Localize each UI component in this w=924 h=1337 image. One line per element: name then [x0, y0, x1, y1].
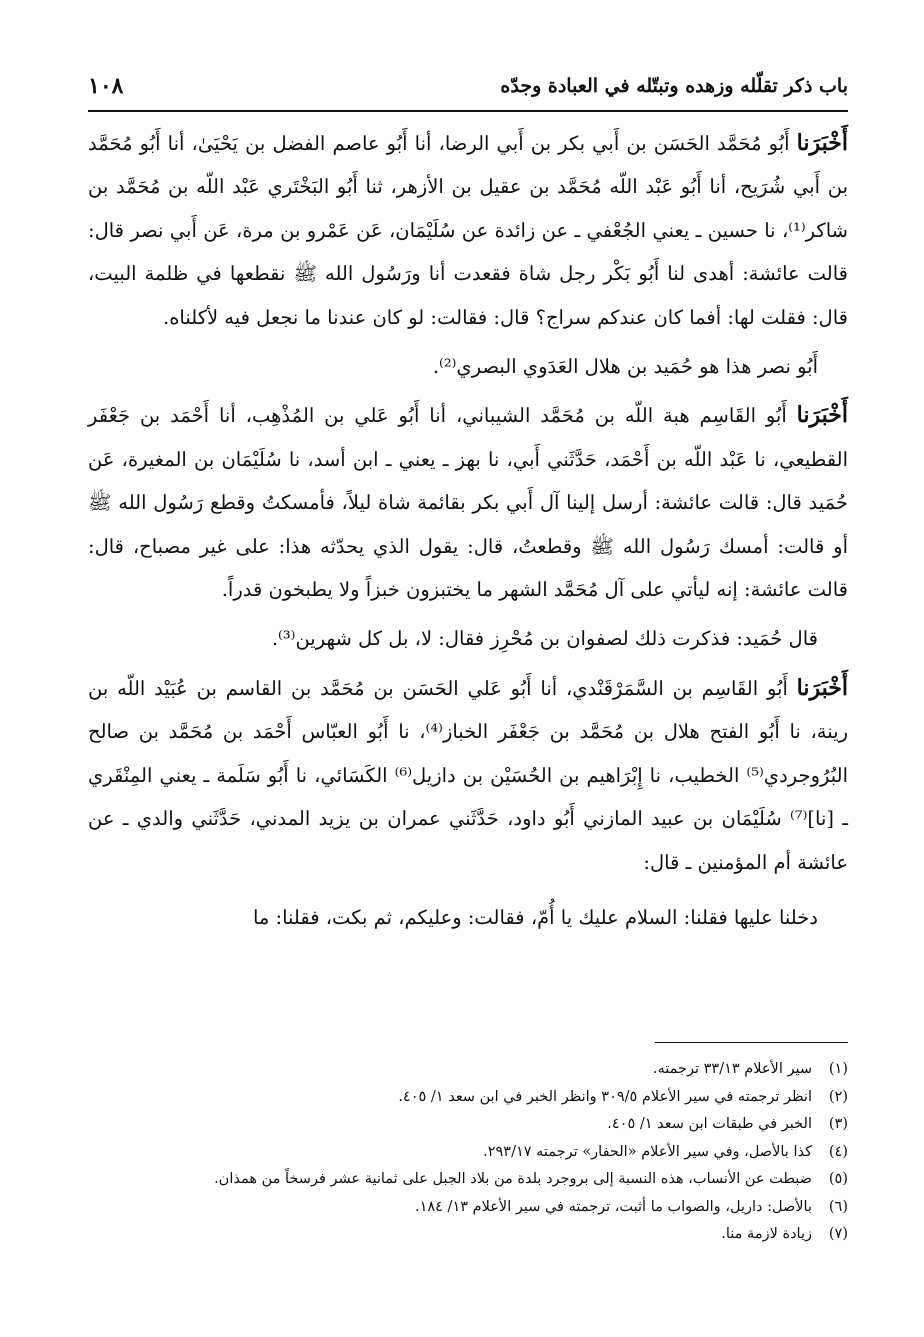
footnote-text: انظر ترجمته في سير الأعلام ٣٠٩/٥ وانظر الخبر في ابن سعد ١/ ٤٠٥. [398, 1088, 812, 1105]
narration-paragraph-2 [88, 394, 848, 611]
footnote-4 [88, 1139, 848, 1167]
narration-keyword: أَخْبَرَنا [796, 674, 848, 701]
footnote-number: (٤) [828, 1143, 848, 1160]
footnote-7 [88, 1221, 848, 1249]
footnote-number: (٦) [828, 1198, 848, 1215]
footnote-number: (٣) [828, 1116, 848, 1132]
narration-keyword: أَخْبَرَنا [796, 402, 848, 429]
footnote-text: بالأصل: داريل، والصواب ما أثبت، ترجمته في سير الأعلام ١٣/ ١٨٤. [414, 1198, 812, 1215]
footnotes [88, 1056, 848, 1249]
footnote-separator [655, 1042, 848, 1043]
footnote-3 [88, 1111, 848, 1139]
narration-continuation: دخلنا عليها فقلنا: السلام عليك يا أُمّ، فقالت: وعليكم، ثم بكت، فقلنا: ما [252, 905, 818, 929]
footnote-text: كذا بالأصل، وفي سير الأعلام «الحفار» ترجمته ٢٩٣/١٧. [483, 1143, 812, 1160]
footnote-number: (٧) [828, 1226, 848, 1242]
narration-text: أَبُو القَاسِم بن السَّمَرْقَنْدي، أنا أَبُو عَلي الحَسَن بن مُحَمَّد بن القاسم بن عُبَيْد اللّه بن رينة، نا أَبُو الفتح هلال بن مُحَمَّد بن جَعْفَر الخباز⁽⁴⁾، نا أَبُو العبّاس أَحْمَد بن مُحَمَّد بن صالح البُرُوجردي⁽⁵⁾ الخطيب، نا إِبْرَاهيم بن الحُسَيْن بن دازيل⁽⁶⁾ الكَسَائي، نا أَبُو سَلَمة ـ يعني المِنْقَري ـ [نا]⁽⁷⁾ سُلَيْمَان بن عبيد المازني أَبُو داود، حَدَّثَني عمران بن يزيد المدني، حَدَّثَني والدي ـ عن عائشة أم المؤمنين ـ قال: [88, 676, 848, 874]
footnote-number: (١) [828, 1061, 848, 1077]
chapter-title: باب ذكر تقلّله وزهده وتبتّله في العبادة وجدّه [500, 75, 848, 97]
note-paragraph-2: قال حُمَيد: فذكرت ذلك لصفوان بن مُحْرِز فقال: لا، بل كل شهرين⁽³⁾. [271, 627, 818, 651]
footnote-6 [88, 1194, 848, 1222]
footnote-number: (٢) [828, 1088, 848, 1105]
header-rule [88, 110, 848, 112]
running-header [88, 66, 848, 106]
footnote-5 [88, 1166, 848, 1194]
narration-paragraph-3 [88, 667, 848, 884]
footnote-text: زيادة لازمة منا. [721, 1226, 812, 1242]
footnote-1 [88, 1056, 848, 1084]
page-number: ١٠٨ [88, 73, 124, 99]
narration-text: أَبُو القَاسِم هبة اللّه بن مُحَمَّد الشيباني، أنا أَبُو عَلي بن المُذْهِب، أنا أَحْمَد بن جَعْفَر القطيعي، نا عَبْد اللّه بن أَحْمَد، حَدَّثَني أَبي، نا بهز ـ يعني ـ ابن أسد، نا سُلَيْمَان بن المغيرة، عَن حُمَيد قال: قالت عائشة: أرسل إلينا آل أَبي بكر بقائمة شاة ليلاً، فأمسكتُ وقطع رَسُول الله ﷺ أو قالت: أمسك رَسُول الله ﷺ وقطعتُ، قال: يقول الذي يحدّثه هذا: على غير مصباح، قال: قالت عائشة: إنه ليأتي على آل مُحَمَّد الشهر ما يختبزون خبزاً ولا يطبخون قدراً. [88, 404, 848, 602]
footnote-text: ضبطت عن الأنساب، هذه النسبة إلى بروجرد بلدة من بلاد الجبل على ثمانية عشر فرسخاً من همذان. [214, 1171, 812, 1187]
footnote-number: (٥) [828, 1171, 848, 1187]
footnote-text: سير الأعلام ٣٣/١٣ ترجمته. [652, 1061, 812, 1077]
narration-text: أَبُو مُحَمَّد الحَسَن بن أَبي بكر بن أَبي الرضا، أنا أَبُو عاصم الفضل بن يَحْيَىٰ، أنا أَبُو مُحَمَّد بن أَبي شُرَيح، أنا أَبُو عَبْد اللّه مُحَمَّد بن عقيل بن الأزهر، ثنا أَبُو البَخْتَري عَبْد اللّه بن مُحَمَّد بن شاكر⁽¹⁾، نا حسين ـ يعني الجُعْفي ـ عن زائدة عن سُلَيْمَان، عَن عَمْرو بن مرة، عَن أَبي نصر قال: قالت عائشة: أهدى لنا أَبُو بَكْر رجل شاة فقعدت أنا ورَسُول الله ﷺ نقطعها في ظلمة البيت، قال: فقلت لها: أفما كان عندكم سراج؟ قال: فقالت: لو كان عندنا ما نجعل فيه لأكلناه. [88, 132, 848, 329]
main-text [88, 122, 848, 939]
narration-paragraph-1 [88, 122, 848, 339]
footnote-text: الخبر في طبقات ابن سعد ١/ ٤٠٥. [607, 1116, 812, 1132]
note-paragraph-1: أَبُو نصر هذا هو حُمَيد بن هلال العَدَوي البصري⁽²⁾. [432, 355, 818, 379]
narration-keyword: أَخْبَرَنا [796, 130, 848, 156]
footnote-2 [88, 1084, 848, 1112]
